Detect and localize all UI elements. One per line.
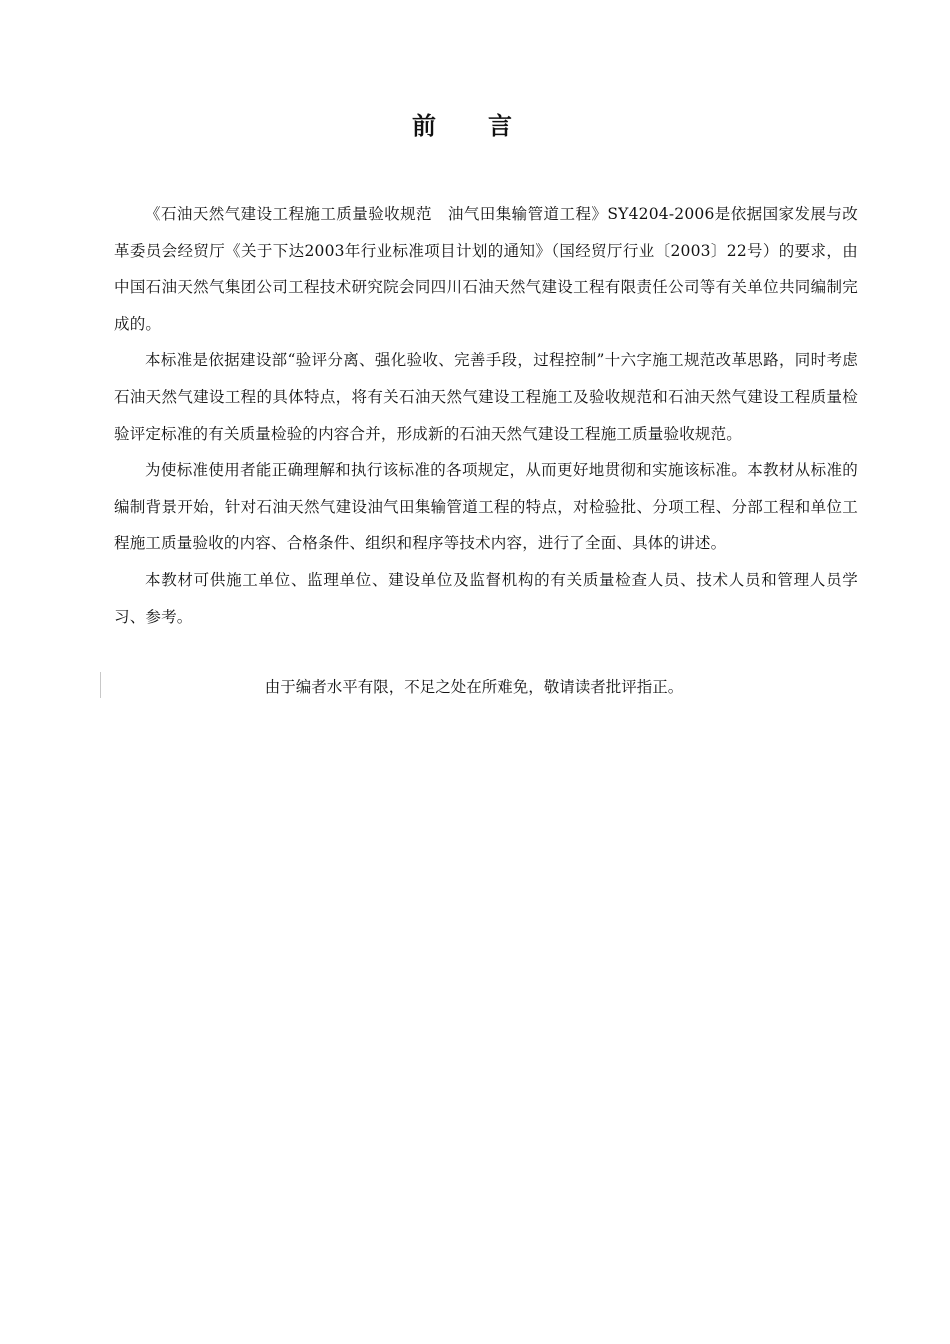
paragraph-3: 为使标准使用者能正确理解和执行该标准的各项规定，从而更好地贯彻和实施该标准。本教材从标准的编制背景开始，针对石油天然气建设油气田集输管道工程的特点，对检验批、分项工程、分部工程和单位工程施工质量验收的内容、合格条件、组织和程序等技术内容，进行了全面、具体的讲述。 xyxy=(114,461,858,553)
page-title: 前言 xyxy=(412,111,564,140)
paragraph-2: 本标准是依据建设部“验评分离、强化验收、完善手段，过程控制”十六字施工规范改革思路，同时考虑石油天然气建设工程的具体特点，将有关石油天然气建设工程施工及验收规范和石油天然气建设工程质量检验评定标准的有关质量检验的内容合并，形成新的石油天然气建设工程施工质量验收规范。 xyxy=(114,351,858,443)
closing-line: 由于编者水平有限，不足之处在所难免，敬请读者批评指正。 xyxy=(264,678,684,696)
paragraph-4: 本教材可供施工单位、监理单位、建设单位及监督机构的有关质量检查人员、技术人员和管理人员学习、参考。 xyxy=(114,570,858,626)
margin-mark xyxy=(100,672,101,698)
paragraph-1: 《石油天然气建设工程施工质量验收规范 油气田集输管道工程》SY4204-2006是依据国家发展与改革委员会经贸厅《关于下达2003年行业标准项目计划的通知》（国经贸厅行业〔2003〕22号）的要求，由中国石油天然气集团公司工程技术研究院会同四川石油天然气建设工程有限责任公司等有关单位共同编制完成的。 xyxy=(114,205,858,333)
preface-body xyxy=(114,196,858,635)
